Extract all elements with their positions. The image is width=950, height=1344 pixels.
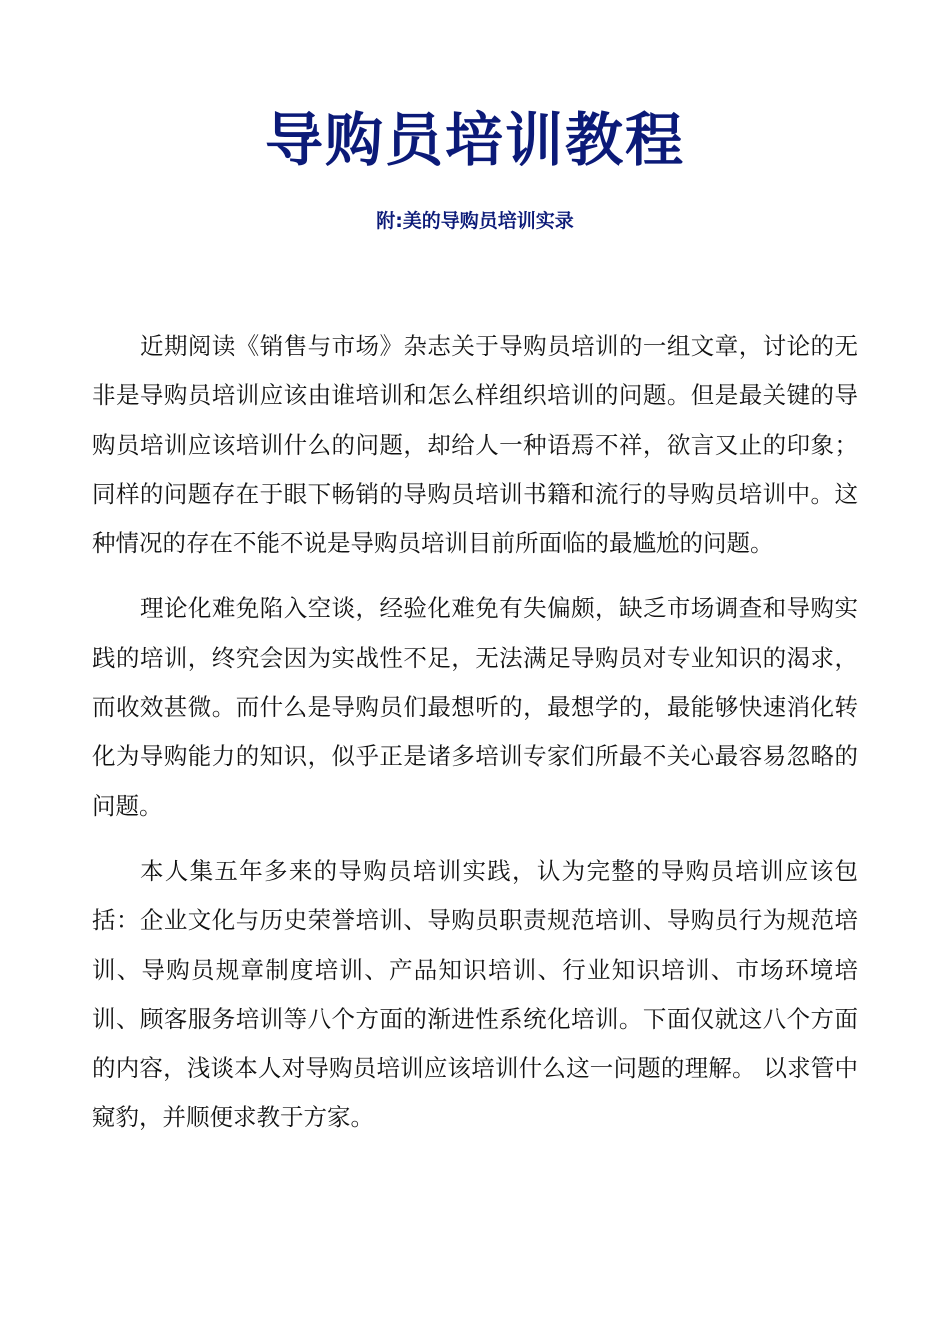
paragraph-1: 近期阅读《销售与市场》杂志关于导购员培训的一组文章，讨论的无非是导购员培训应该由谁培训和怎么样组织培训的问题。但是最关键的导购员培训应该培训什么的问题，却给人一种语焉不祥，欲言又止的印象；同样的问题存在于眼下畅销的导购员培训书籍和流行的导购员培训中。这种情况的存在不能不说是导购员培训目前所面临的最尴尬的问题。 (92, 332, 858, 558)
document-title: 导购员培训教程 (264, 106, 685, 174)
paragraph-3: 本人集五年多来的导购员培训实践，认为完整的导购员培训应该包括：企业文化与历史荣誉培训、导购员职责规范培训、导购员行为规范培训、导购员规章制度培训、产品知识培训、行业知识培训、市场环境培训、顾客服务培训等八个方面的渐进性系统化培训。下面仅就这八个方面的内容，浅谈本人对导购员培训应该培训什么这一问题的理解。 以求管中窥豹，并顺便求教于方家。 (92, 856, 858, 1132)
document-body (92, 322, 858, 1159)
document-subtitle: 附:美的导购员培训实录 (376, 210, 574, 232)
paragraph-2: 理论化难免陷入空谈，经验化难免有失偏颇，缺乏市场调查和导购实践的培训，终究会因为实战性不足，无法满足导购员对专业知识的渴求，而收效甚微。而什么是导购员们最想听的，最想学的，最能够快速消化转化为导购能力的知识，似乎正是诸多培训专家们所最不关心最容易忽略的问题。 (92, 594, 858, 820)
